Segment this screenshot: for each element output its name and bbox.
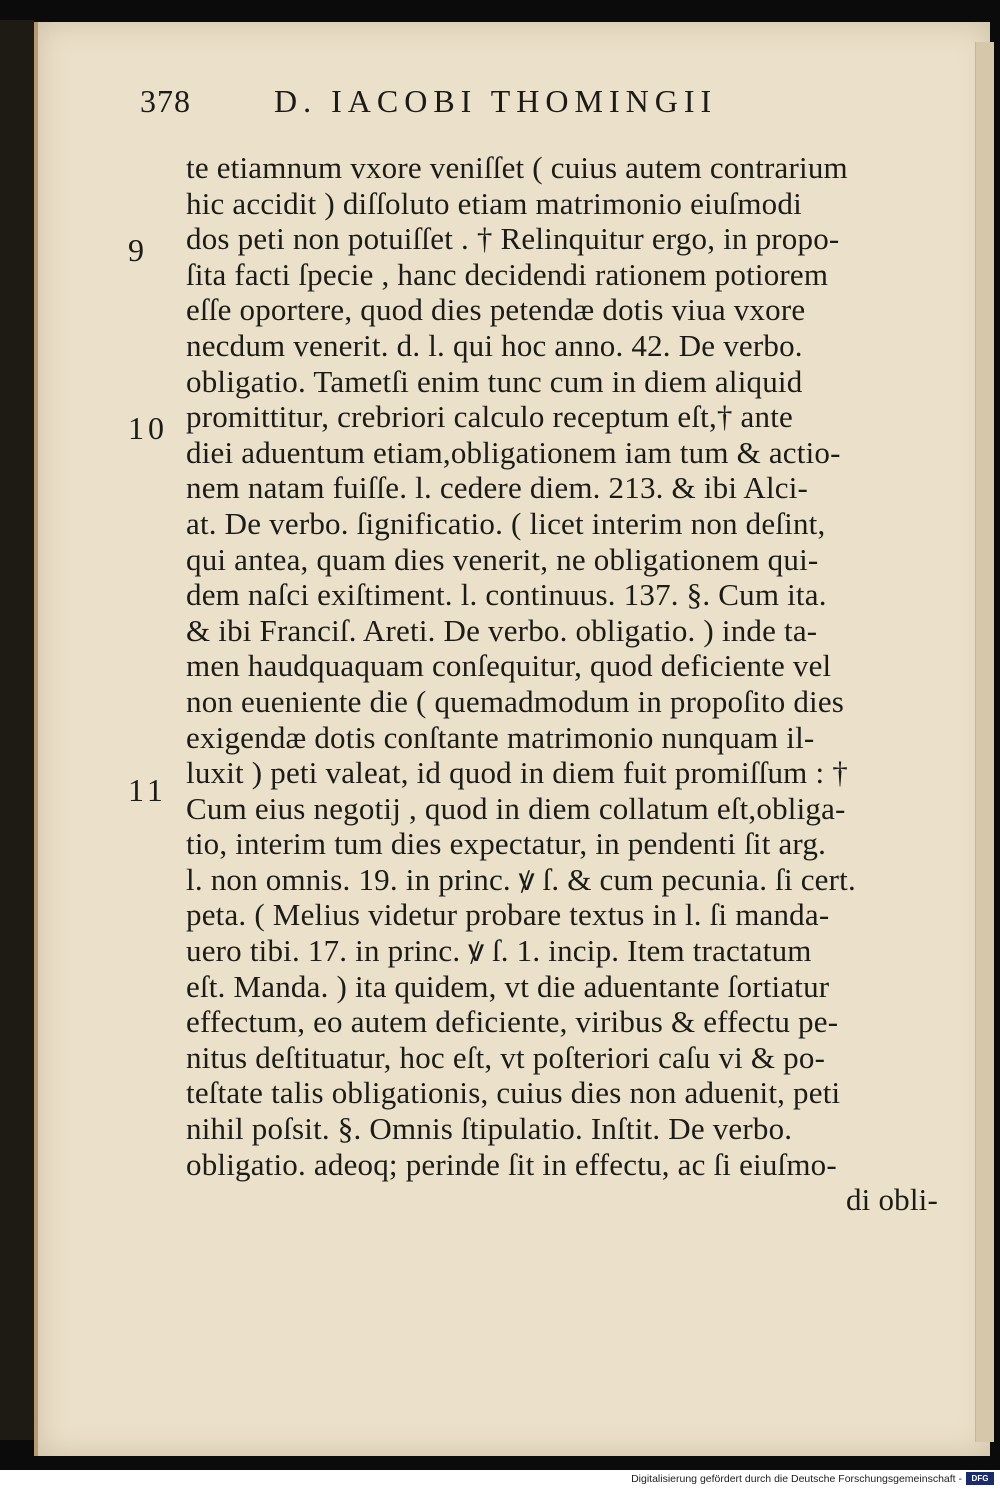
text-line: tio, interim tum dies expectatur, in pendenti ſit arg. [186,826,827,862]
text-line: obligatio. adeoq; perinde ſit in effectu, ac ſi eiuſmo- [186,1146,837,1182]
text-line: & ibi Franciſ. Areti. De verbo. obligatio. ) inde ta- [186,612,818,648]
text-line: exigendæ dotis conſtante matrimonio nunquam il- [186,719,815,755]
text-line: dem naſci exiſtiment. l. continuus. 137. §. Cum ita. [186,577,827,613]
digitization-footer [0,1470,1000,1489]
margin-note-9: 9 [128,232,144,268]
funding-credit: Digitalisierung gefördert durch die Deutsche Forschungsgemeinschaft - [631,1473,962,1485]
text-line: promittitur, crebriori calculo receptum eſt,† ante [186,399,793,435]
book-spine [0,20,34,1440]
text-line: dos peti non potuiſſet . † Relinquitur ergo, in propo- [186,221,840,257]
margin-note-11: 11 [128,772,167,808]
text-line: at. De verbo. ſignificatio. ( licet interim non deſint, [186,505,826,541]
text-line: nem natam fuiſſe. l. cedere diem. 213. & ibi Alci- [186,470,809,506]
text-line: teſtate talis obligationis, cuius dies non aduenit, peti [186,1075,841,1111]
text-line: hic accidit ) diſſoluto etiam matrimonio eiuſmodi [186,185,802,221]
margin-note-10: 10 [128,410,168,446]
running-title: D. IACOBI THOMINGII [274,83,718,119]
text-line: l. non omnis. 19. in princ. ꝟ ſ. & cum pecunia. ſi cert. [186,861,856,897]
body-text [186,150,946,1218]
text-line: nihil poſsit. §. Omnis ſtipulatio. Inſtit. De verbo. [186,1111,793,1147]
text-line: non eueniente die ( quemadmodum in propoſito dies [186,683,845,719]
text-line: eſt. Manda. ) ita quidem, vt die aduentante ſortiatur [186,968,830,1004]
dfg-logo: DFG [966,1472,994,1485]
text-line: Cum eius negotij , quod in diem collatum eſt,obliga- [186,790,846,826]
text-line: obligatio. Tametſi enim tunc cum in diem aliquid [186,363,803,399]
catchword: di obli- [845,1182,938,1218]
page-edge [975,42,994,1442]
text-line: ſita facti ſpecie , hanc decidendi rationem potiorem [186,256,829,292]
text-line: te etiamnum vxore veniſſet ( cuius autem contrarium [186,150,848,185]
text-line: necdum venerit. d. l. qui hoc anno. 42. De verbo. [186,327,803,363]
running-head [140,83,870,133]
text-line: eſſe oportere, quod dies petendæ dotis viua vxore [186,292,806,328]
text-line: men haudquaquam conſequitur, quod deficiente vel [186,648,832,684]
text-line: peta. ( Melius videtur probare textus in l. ſi manda- [186,897,830,933]
text-line: luxit ) peti valeat, id quod in diem fuit promiſſum : † [186,755,848,791]
text-line: diei aduentum etiam,obligationem iam tum & actio- [186,434,841,470]
text-line: nitus deſtituatur, hoc eſt, vt poſteriori caſu vi & po- [186,1039,826,1075]
text-line: uero tibi. 17. in princ. ꝟ ſ. 1. incip. Item tractatum [186,933,812,969]
text-line: qui antea, quam dies venerit, ne obligationem qui- [186,541,819,577]
text-line: effectum, eo autem deficiente, viribus & effectu pe- [186,1004,839,1040]
page-number: 378 [140,83,191,119]
